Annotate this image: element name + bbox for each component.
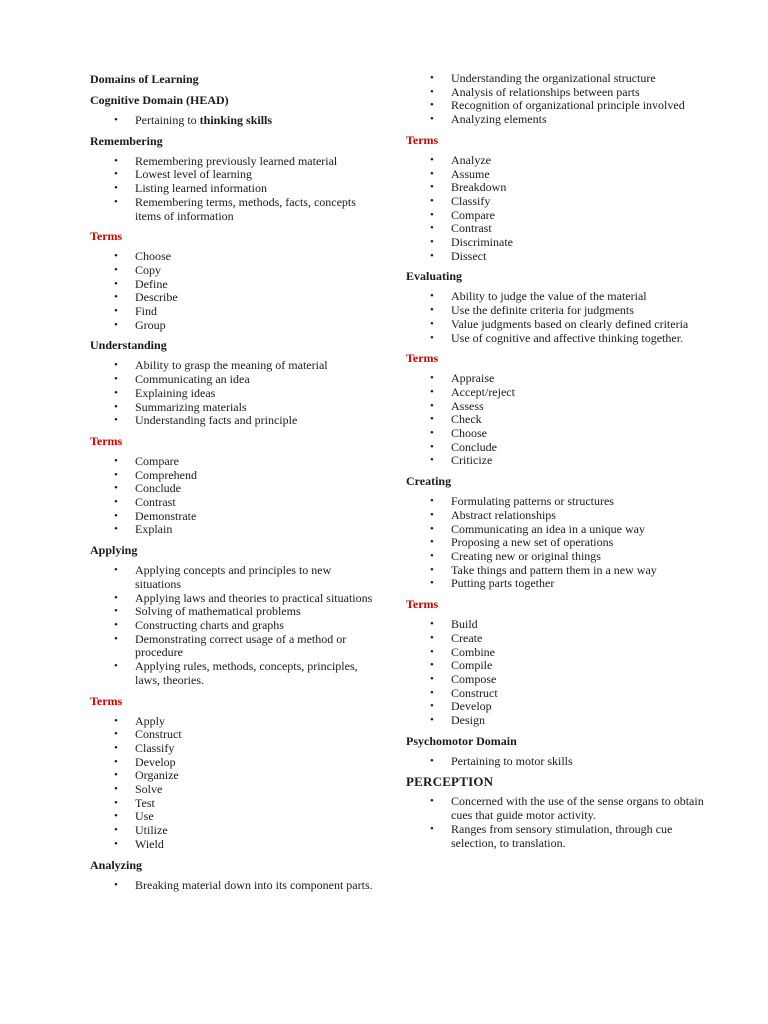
list-item xyxy=(90,359,380,373)
terms-heading: Terms xyxy=(406,597,439,612)
bullet-list xyxy=(406,755,706,769)
list-item-text: Abstract relationships xyxy=(451,507,556,522)
section-heading: Analyzing xyxy=(90,857,143,872)
list-item xyxy=(406,113,706,127)
bullet-icon: • xyxy=(430,399,434,412)
list-item-text: Demonstrate xyxy=(135,508,197,523)
list-item xyxy=(406,236,706,250)
list-item xyxy=(90,660,380,687)
list-item-text: Check xyxy=(451,412,482,427)
list-item xyxy=(90,619,380,633)
bullet-icon: • xyxy=(114,277,118,290)
bullet-icon: • xyxy=(114,824,118,837)
list-item-text: Lowest level of learning xyxy=(135,167,252,182)
bullet-icon: • xyxy=(430,372,434,385)
list-item-text: Take things and pattern them in a new way xyxy=(451,562,657,577)
list-item-text: Listing learned information xyxy=(135,181,267,196)
list-item xyxy=(406,250,706,264)
list-item-text: Contrast xyxy=(451,221,492,236)
list-item xyxy=(90,168,380,182)
list-item xyxy=(90,291,380,305)
list-item xyxy=(406,72,706,86)
bullet-list xyxy=(406,290,706,345)
bullet-icon: • xyxy=(430,290,434,303)
list-item-text: Develop xyxy=(135,754,176,769)
bullet-icon: • xyxy=(114,168,118,181)
list-item-text: Analyze xyxy=(451,152,491,167)
section-heading: Understanding xyxy=(90,338,167,353)
list-item xyxy=(406,154,706,168)
list-item-text: Define xyxy=(135,276,168,291)
bullet-icon: • xyxy=(114,591,118,604)
bullet-icon: • xyxy=(430,85,434,98)
bullet-list xyxy=(90,564,380,687)
list-item-text: Choose xyxy=(451,426,487,441)
list-item-text: Ability to judge the value of the material xyxy=(451,289,647,304)
list-item-text: Assess xyxy=(451,398,484,413)
bullet-icon: • xyxy=(114,796,118,809)
bullet-icon: • xyxy=(430,631,434,644)
list-item-text: Applying concepts and principles to new situations xyxy=(135,563,332,591)
bullet-icon: • xyxy=(114,810,118,823)
bullet-list xyxy=(90,359,380,428)
bullet-icon: • xyxy=(114,714,118,727)
list-item-text: Apply xyxy=(135,713,165,728)
list-item-text: Discriminate xyxy=(451,235,513,250)
list-item-text: Wield xyxy=(135,836,164,851)
bullet-list xyxy=(406,795,706,850)
bullet-icon: • xyxy=(430,754,434,767)
list-item-text: Compile xyxy=(451,658,493,673)
list-item xyxy=(406,823,706,850)
bullet-icon: • xyxy=(430,454,434,467)
bullet-icon: • xyxy=(114,741,118,754)
list-item xyxy=(406,795,706,822)
bullet-icon: • xyxy=(430,113,434,126)
bullet-icon: • xyxy=(114,373,118,386)
bullet-icon: • xyxy=(430,236,434,249)
list-item xyxy=(406,659,706,673)
terms-list xyxy=(90,455,380,537)
list-item-text: Design xyxy=(451,713,485,728)
bullet-icon: • xyxy=(114,386,118,399)
section-heading: Creating xyxy=(406,474,452,489)
bullet-icon: • xyxy=(430,686,434,699)
list-item-text: Contrast xyxy=(135,495,176,510)
bullet-icon: • xyxy=(114,632,118,645)
bullet-icon: • xyxy=(114,837,118,850)
bullet-icon: • xyxy=(430,72,434,84)
bullet-list xyxy=(90,155,380,224)
bullet-icon: • xyxy=(114,605,118,618)
list-item-text: Solving of mathematical problems xyxy=(135,604,301,619)
bullet-icon: • xyxy=(430,714,434,727)
list-item xyxy=(90,715,380,729)
list-item-text: Demonstrating correct usage of a method or procedure xyxy=(135,631,347,660)
list-item-text: Classify xyxy=(451,193,491,208)
bullet-icon: • xyxy=(430,427,434,440)
list-item xyxy=(406,632,706,646)
list-item xyxy=(90,182,380,196)
list-item-text: Organize xyxy=(135,768,179,783)
bullet-icon: • xyxy=(114,414,118,427)
bullet-icon: • xyxy=(430,331,434,344)
document-title: Domains of Learning xyxy=(90,72,199,86)
terms-heading: Terms xyxy=(406,132,439,147)
bullet-icon: • xyxy=(430,249,434,262)
bullet-icon: • xyxy=(430,317,434,330)
bullet-list xyxy=(90,879,380,893)
terms-list xyxy=(406,618,706,728)
bullet-icon: • xyxy=(114,660,118,673)
list-item-text: Dissect xyxy=(451,248,487,263)
list-item xyxy=(90,783,380,797)
right-column xyxy=(406,72,706,856)
list-item xyxy=(406,168,706,182)
list-item xyxy=(90,496,380,510)
bullet-icon: • xyxy=(430,222,434,235)
list-item xyxy=(90,769,380,783)
list-item xyxy=(406,400,706,414)
list-item-text: Copy xyxy=(135,262,162,277)
list-item xyxy=(406,495,706,509)
bullet-icon: • xyxy=(114,114,118,126)
section-heading: Remembering xyxy=(90,133,163,148)
bullet-icon: • xyxy=(430,659,434,672)
terms-list xyxy=(90,250,380,332)
list-item xyxy=(90,838,380,852)
list-item-text: Recognition of organizational principle involved xyxy=(451,98,685,113)
list-item xyxy=(90,510,380,524)
bullet-icon: • xyxy=(114,305,118,318)
bullet-icon: • xyxy=(430,194,434,207)
cognitive-domain-heading: Cognitive Domain (HEAD) xyxy=(90,93,229,107)
bullet-icon: • xyxy=(114,291,118,304)
list-item xyxy=(406,687,706,701)
list-item-text: Construct xyxy=(451,685,498,700)
list-item xyxy=(90,401,380,415)
list-item xyxy=(406,372,706,386)
list-item-text: Communicating an idea in a unique way xyxy=(451,521,645,536)
cognitive-text: Pertaining to xyxy=(135,113,200,127)
list-item xyxy=(406,673,706,687)
list-item-text: Remembering previously learned material xyxy=(135,153,338,168)
list-item xyxy=(90,114,380,128)
list-item xyxy=(90,523,380,537)
list-item xyxy=(406,427,706,441)
terms-heading: Terms xyxy=(90,433,123,448)
list-item-text: Conclude xyxy=(135,481,181,496)
bullet-icon: • xyxy=(114,496,118,509)
bullet-icon: • xyxy=(430,577,434,590)
list-item-text: Breakdown xyxy=(451,180,507,195)
bullet-icon: • xyxy=(114,618,118,631)
list-item xyxy=(90,605,380,619)
bullet-icon: • xyxy=(430,618,434,631)
list-item xyxy=(90,728,380,742)
section-heading: Psychomotor Domain xyxy=(406,733,517,748)
list-item-text: Proposing a new set of operations xyxy=(451,535,614,550)
bullet-icon: • xyxy=(114,878,118,891)
bullet-icon: • xyxy=(430,181,434,194)
list-item-text: Communicating an idea xyxy=(135,372,250,387)
list-item xyxy=(90,810,380,824)
list-item xyxy=(406,86,706,100)
list-item xyxy=(406,99,706,113)
list-item xyxy=(406,618,706,632)
list-item xyxy=(90,196,380,223)
list-item xyxy=(90,592,380,606)
bullet-icon: • xyxy=(114,769,118,782)
bullet-icon: • xyxy=(114,468,118,481)
bullet-icon: • xyxy=(430,645,434,658)
list-item xyxy=(90,264,380,278)
list-item xyxy=(406,195,706,209)
list-item-text: Use xyxy=(135,809,154,824)
bullet-icon: • xyxy=(114,263,118,276)
list-item-text: Applying laws and theories to practical situations xyxy=(135,590,373,605)
list-item-text: Ranges from sensory stimulation, through cue selection, to translation. xyxy=(451,821,673,850)
list-item xyxy=(406,646,706,660)
list-item-text: Combine xyxy=(451,644,495,659)
list-item-text: Accept/reject xyxy=(451,384,515,399)
list-item-text: Understanding facts and principle xyxy=(135,413,298,428)
list-item xyxy=(406,332,706,346)
list-item xyxy=(406,413,706,427)
bullet-icon: • xyxy=(114,195,118,208)
bullet-icon: • xyxy=(430,536,434,549)
list-item xyxy=(406,509,706,523)
list-item-text: Explain xyxy=(135,522,173,537)
list-item xyxy=(90,742,380,756)
list-item xyxy=(406,755,706,769)
terms-list xyxy=(406,154,706,264)
bullet-icon: • xyxy=(430,822,434,835)
list-item xyxy=(90,319,380,333)
bullet-icon: • xyxy=(430,672,434,685)
list-item xyxy=(406,441,706,455)
bullet-icon: • xyxy=(114,359,118,372)
list-item-text: Criticize xyxy=(451,453,493,468)
list-item xyxy=(90,278,380,292)
list-item xyxy=(406,700,706,714)
bullet-list xyxy=(406,72,706,127)
list-item xyxy=(90,797,380,811)
bullet-icon: • xyxy=(114,523,118,536)
bullet-icon: • xyxy=(430,440,434,453)
bullet-icon: • xyxy=(114,564,118,577)
bullet-icon: • xyxy=(430,208,434,221)
bullet-icon: • xyxy=(114,755,118,768)
list-item-text: Use the definite criteria for judgments xyxy=(451,303,634,318)
list-item xyxy=(90,387,380,401)
list-item xyxy=(406,523,706,537)
terms-heading: Terms xyxy=(90,693,123,708)
list-item xyxy=(90,482,380,496)
bullet-list xyxy=(406,495,706,591)
list-item-text: Summarizing materials xyxy=(135,399,247,414)
list-item-text: Value judgments based on clearly defined criteria xyxy=(451,316,689,331)
list-item-text: Conclude xyxy=(451,439,497,454)
list-item xyxy=(406,714,706,728)
list-item-text: Analyzing elements xyxy=(451,112,547,127)
bullet-icon: • xyxy=(430,385,434,398)
list-item-text: Build xyxy=(451,617,478,632)
list-item-text: Putting parts together xyxy=(451,576,555,591)
list-item xyxy=(406,577,706,591)
list-item-text: Applying rules, methods, concepts, principles, laws, theories. xyxy=(135,659,358,687)
list-item-text: Formulating patterns or structures xyxy=(451,494,614,509)
bullet-icon: • xyxy=(430,795,434,808)
list-item xyxy=(406,454,706,468)
bullet-icon: • xyxy=(430,304,434,317)
bullet-icon: • xyxy=(114,454,118,467)
terms-heading: Terms xyxy=(90,229,123,244)
thinking-skills-bold: thinking skills xyxy=(199,113,273,127)
bullet-icon: • xyxy=(430,508,434,521)
list-item-text: Ability to grasp the meaning of material xyxy=(135,358,328,373)
list-item xyxy=(90,414,380,428)
list-item xyxy=(406,318,706,332)
list-item xyxy=(406,181,706,195)
list-item-text: Constructing charts and graphs xyxy=(135,617,284,632)
bullet-icon: • xyxy=(114,250,118,263)
bullet-icon: • xyxy=(430,99,434,112)
list-item xyxy=(406,536,706,550)
list-item-text: Utilize xyxy=(135,823,168,838)
list-item xyxy=(90,756,380,770)
list-item xyxy=(406,564,706,578)
list-item-text: Analysis of relationships between parts xyxy=(451,84,640,99)
list-item xyxy=(90,305,380,319)
section-heading: PERCEPTION xyxy=(406,774,494,790)
bullet-icon: • xyxy=(114,400,118,413)
list-item-text: Assume xyxy=(451,166,490,181)
list-item xyxy=(90,469,380,483)
left-column xyxy=(90,72,380,898)
list-item xyxy=(90,633,380,660)
list-item xyxy=(406,209,706,223)
list-item xyxy=(406,304,706,318)
bullet-icon: • xyxy=(114,154,118,167)
terms-heading: Terms xyxy=(406,351,439,366)
list-item xyxy=(406,550,706,564)
bullet-icon: • xyxy=(430,700,434,713)
list-item-text: Find xyxy=(135,304,158,319)
list-item-text: Describe xyxy=(135,290,178,305)
list-item-text: Classify xyxy=(135,740,175,755)
cognitive-list xyxy=(90,114,380,128)
list-item-text: Construct xyxy=(135,727,182,742)
bullet-icon: • xyxy=(430,153,434,166)
list-item xyxy=(90,879,380,893)
list-item-text: Use of cognitive and affective thinking together. xyxy=(451,330,684,345)
bullet-icon: • xyxy=(114,509,118,522)
bullet-icon: • xyxy=(114,182,118,195)
list-item xyxy=(90,373,380,387)
bullet-icon: • xyxy=(114,482,118,495)
list-item-text: Test xyxy=(135,795,155,810)
bullet-icon: • xyxy=(430,563,434,576)
list-item-text: Compose xyxy=(451,671,497,686)
section-heading: Evaluating xyxy=(406,269,463,284)
list-item-text: Appraise xyxy=(451,371,495,386)
list-item-text: Understanding the organizational structure xyxy=(451,71,656,85)
list-item-text: Compare xyxy=(135,453,179,468)
list-item xyxy=(406,290,706,304)
list-item-text: Develop xyxy=(451,699,492,714)
list-item-text: Group xyxy=(135,317,166,332)
terms-list xyxy=(90,715,380,852)
list-item xyxy=(90,824,380,838)
bullet-icon: • xyxy=(430,495,434,508)
list-item-text: Choose xyxy=(135,249,171,264)
section-heading: Applying xyxy=(90,543,138,558)
list-item xyxy=(90,250,380,264)
terms-list xyxy=(406,372,706,468)
list-item-text: Concerned with the use of the sense organs to obtain cues that guide motor activity. xyxy=(451,794,704,823)
bullet-icon: • xyxy=(114,783,118,796)
list-item-text: Explaining ideas xyxy=(135,385,216,400)
bullet-icon: • xyxy=(114,728,118,741)
bullet-icon: • xyxy=(430,413,434,426)
list-item-text: Breaking material down into its component parts. xyxy=(135,877,373,892)
list-item-text: Compare xyxy=(451,207,495,222)
list-item-text: Pertaining to motor skills xyxy=(451,753,573,768)
bullet-icon: • xyxy=(114,318,118,331)
list-item-text: Create xyxy=(451,630,483,645)
bullet-icon: • xyxy=(430,167,434,180)
list-item-text: Creating new or original things xyxy=(451,548,601,563)
list-item-text: Solve xyxy=(135,782,163,797)
bullet-icon: • xyxy=(430,522,434,535)
list-item-text: Remembering terms, methods, facts, concepts items of information xyxy=(135,194,356,223)
list-item xyxy=(406,222,706,236)
list-item xyxy=(90,455,380,469)
list-item xyxy=(406,386,706,400)
list-item-text: Comprehend xyxy=(135,467,197,482)
list-item xyxy=(90,564,380,591)
bullet-icon: • xyxy=(430,549,434,562)
list-item xyxy=(90,155,380,169)
